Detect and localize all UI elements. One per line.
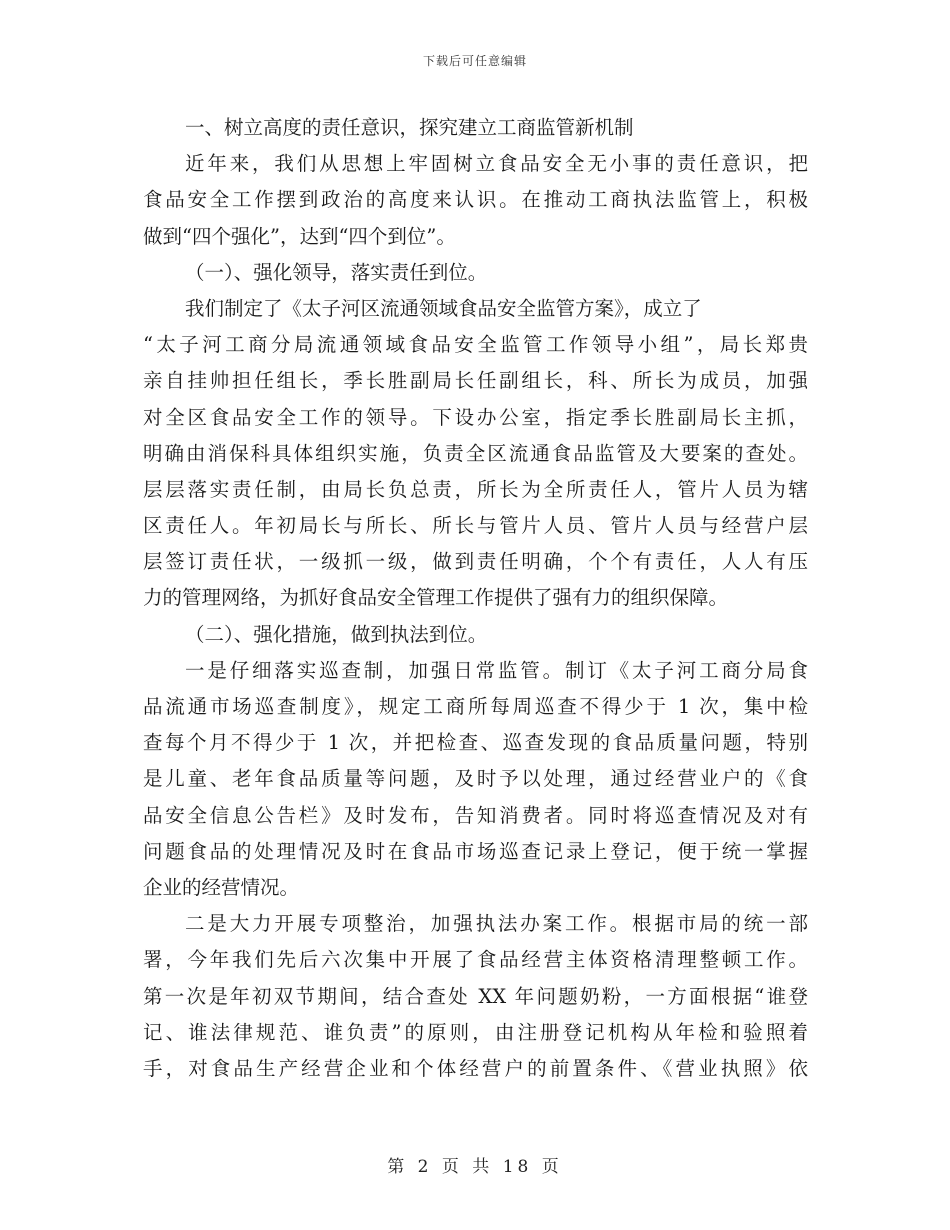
text-line: 明确由消保科具体组织实施，负责全区流通食品监管及大要案的查处。 (143, 441, 808, 465)
text-line: 手，对食品生产经营企业和个体经营户的前置条件、《营业执照》依 (143, 1056, 808, 1080)
text-line: （一）、强化领导，落实责任到位。 (185, 260, 488, 284)
text-line: 品安全信息公告栏》及时发布，告知消费者。同时将巡查情况及对有 (143, 803, 808, 827)
text-line: 亲自挂帅担任组长，季长胜副局长任副组长，科、所长为成员，加强 (143, 369, 808, 393)
text-line: 层层落实责任制，由局长负总责，所长为全所责任人，管片人员为辖 (143, 477, 808, 501)
text-line: （二）、强化措施，做到执法到位。 (185, 622, 488, 646)
document-body (143, 110, 808, 1087)
text-line: 近年来，我们从思想上牢固树立食品安全无小事的责任意识，把 (185, 152, 808, 176)
text-line: 查每个月不得少于 1 次，并把检查、巡查发现的食品质量问题，特别 (143, 731, 808, 755)
text-line: 企业的经营情况。 (143, 875, 300, 899)
text-line: 层签订责任状，一级抓一级，做到责任明确，个个有责任，人人有压 (143, 550, 808, 574)
text-line: 对全区食品安全工作的领导。下设办公室，指定季长胜副局长主抓， (143, 405, 808, 429)
text-line: 品流通市场巡查制度》，规定工商所每周巡查不得少于 1 次，集中检 (143, 695, 808, 718)
text-line: 区责任人。年初局长与所长、所长与管片人员、管片人员与经营户层 (143, 514, 808, 538)
page-footer: 第 2 页 共 18 页 (387, 1157, 563, 1177)
text-line: 一是仔细落实巡查制，加强日常监管。制订《太子河工商分局食 (185, 658, 808, 682)
text-line: 二是大力开展专项整治，加强执法办案工作。根据市局的统一部 (185, 912, 808, 936)
text-line: 第一次是年初双节期间，结合查处 XX 年问题奶粉，一方面根据“谁登 (143, 984, 808, 1008)
text-line: 做到“四个强化”，达到“四个到位”。 (143, 224, 456, 248)
text-line: “太子河工商分局流通领域食品安全监管工作领导小组”，局长郑贵 (143, 333, 808, 357)
page-header: 下载后可任意编辑 (422, 54, 527, 68)
text-line: 问题食品的处理情况及时在食品市场巡查记录上登记，便于统一掌握 (143, 839, 808, 863)
text-line: 记、谁法律规范、谁负责”的原则，由注册登记机构从年检和验照着 (143, 1020, 808, 1044)
text-line: 力的管理网络，为抓好食品安全管理工作提供了强有力的组织保障。 (143, 586, 729, 610)
text-line: 一、树立高度的责任意识，探究建立工商监管新机制 (185, 116, 634, 139)
text-line: 是儿童、老年食品质量等问题，及时予以处理，通过经营业户的《食 (143, 767, 808, 791)
text-line: 我们制定了《太子河区流通领域食品安全监管方案》，成立了 (185, 296, 702, 320)
text-line: 署，今年我们先后六次集中开展了食品经营主体资格清理整顿工作。 (143, 948, 808, 972)
text-line: 食品安全工作摆到政治的高度来认识。在推动工商执法监管上，积极 (143, 188, 808, 212)
